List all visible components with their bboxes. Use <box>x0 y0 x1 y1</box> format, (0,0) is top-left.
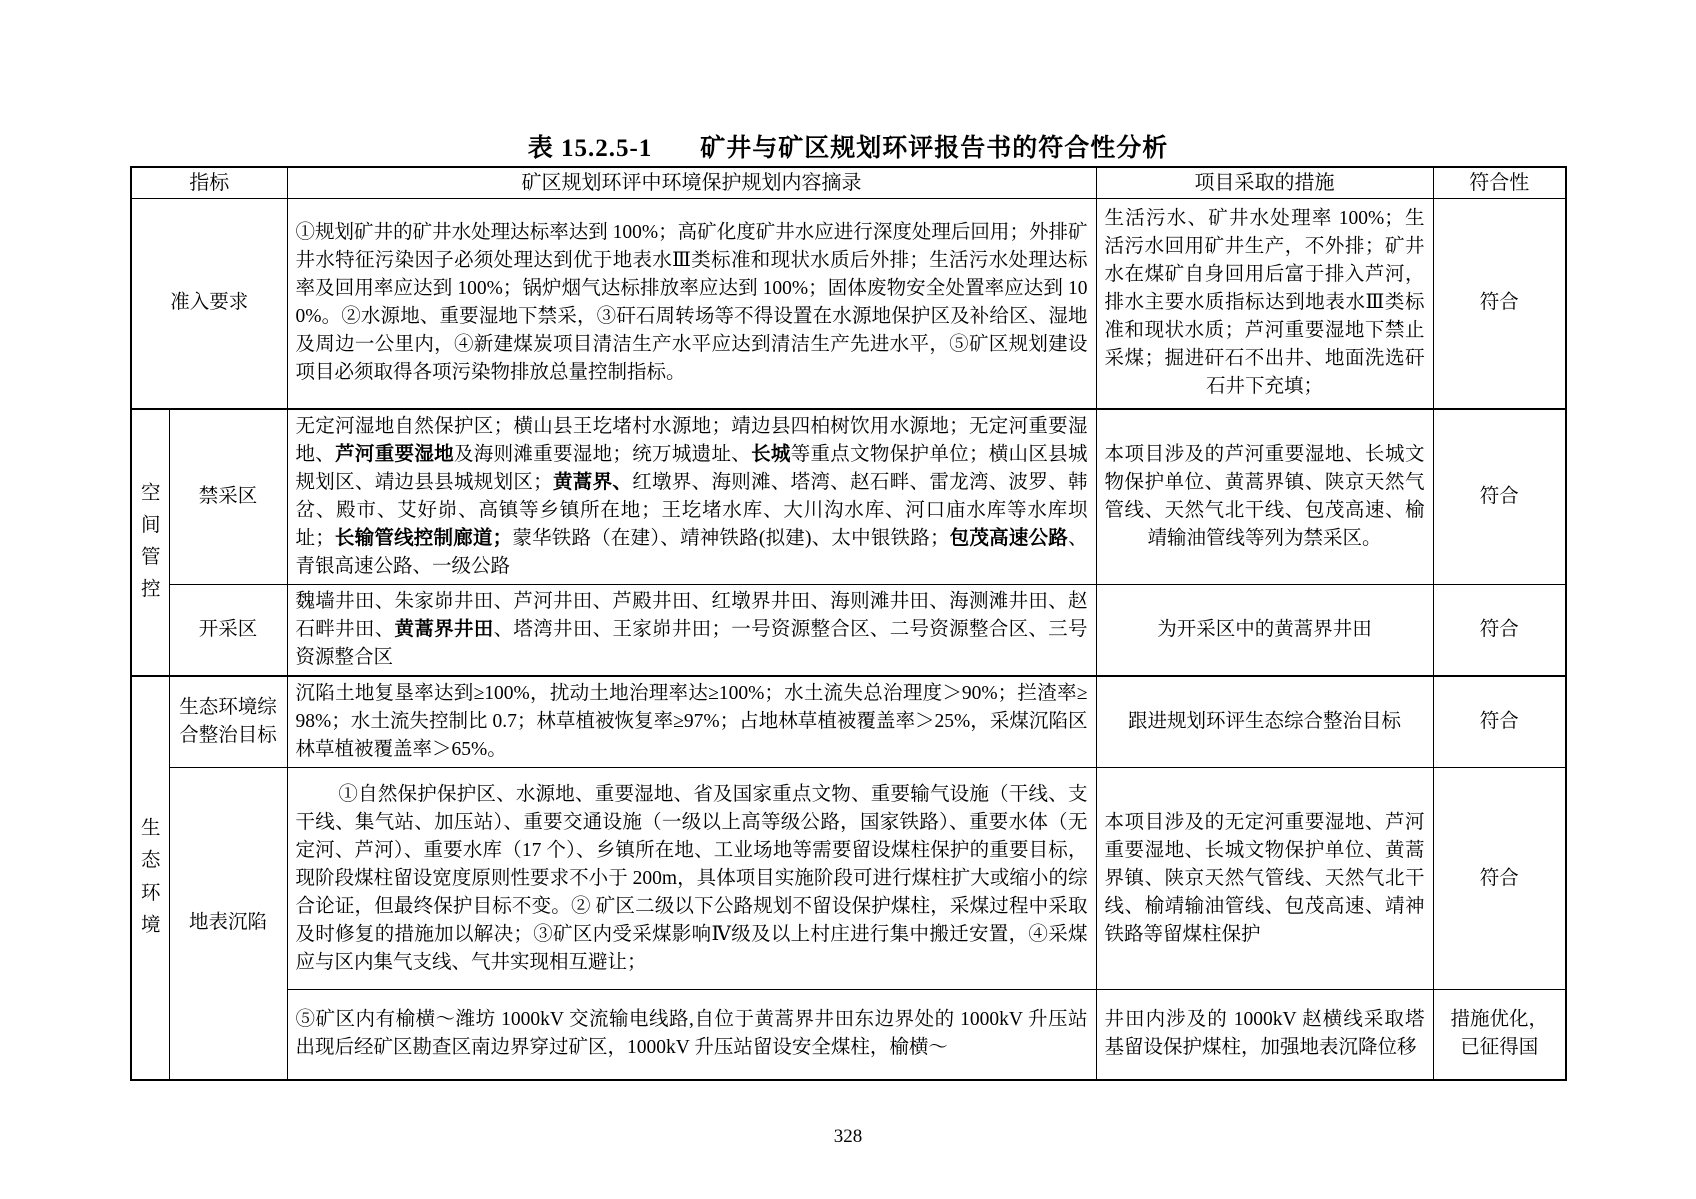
group-space-control-label: 空间管控 <box>140 482 161 601</box>
content-no-mining-zone: 无定河湿地自然保护区；横山县王圪堵村水源地；靖边县四柏树饮用水源地；无定河重要湿地、芦河重要湿地及海则滩重要湿地；统万城遗址、长城等重点文物保护单位；横山区县城规划区、靖边县县城规划区；黄蒿界、红墩界、海则滩、塔湾、赵石畔、雷龙湾、波罗、韩岔、殿市、艾好峁、高镇等乡镇所在地；王圪堵水库、大川沟水库、河口庙水库等水库坝址；长输管线控制廊道；蒙华铁路（在建）、靖神铁路(拟建)、太中银铁路；包茂高速公路、青银高速公路、一级公路 <box>287 409 1096 585</box>
row-power-line <box>131 990 1566 1080</box>
table-number-label: 表 15.2.5-1 <box>527 135 653 162</box>
table-header-row <box>131 167 1566 199</box>
group-ecology-label: 生态环境 <box>140 818 161 936</box>
header-content-excerpt: 矿区规划环评中环境保护规划内容摘录 <box>287 167 1096 199</box>
group-space-control <box>131 409 169 676</box>
measure-surface-subsidence: 本项目涉及的无定河重要湿地、芦河重要湿地、长城文物保护单位、黄蒿界镇、陕京天然气管线、天然气北干线、榆靖输油管线、包茂高速、靖神铁路等留煤柱保护 <box>1096 768 1433 990</box>
measure-access-requirements: 生活污水、矿井水处理率 100%；生活污水回用矿井生产，不外排；矿井水在煤矿自身回用后富于排入芦河，排水主要水质指标达到地表水Ⅲ类标准和现状水质；芦河重要湿地下禁止采煤；掘进矸石不出井、地面洗选矸石井下充填； <box>1096 199 1433 409</box>
page-title <box>0 128 1696 164</box>
row-mining-zone <box>131 584 1566 676</box>
row-access-requirements <box>131 199 1566 409</box>
indicator-mining-zone: 开采区 <box>169 584 287 676</box>
indicator-surface-subsidence: 地表沉陷 <box>169 768 287 1080</box>
measure-power-line: 井田内涉及的 1000kV 赵横线采取塔基留设保护煤柱，加强地表沉降位移 <box>1096 990 1433 1080</box>
indicator-no-mining-zone: 禁采区 <box>169 409 287 585</box>
compliance-power-line: 措施优化，已征得国 <box>1433 990 1566 1080</box>
page-number: 328 <box>833 1126 863 1147</box>
compliance-no-mining-zone: 符合 <box>1433 409 1566 585</box>
measure-mining-zone: 为开采区中的黄蒿界井田 <box>1096 584 1433 676</box>
row-no-mining-zone <box>131 409 1566 585</box>
compliance-mining-zone: 符合 <box>1433 584 1566 676</box>
table-title-text: 矿井与矿区规划环评报告书的符合性分析 <box>700 135 1169 162</box>
content-surface-subsidence: ①自然保护保护区、水源地、重要湿地、省及国家重点文物、重要输气设施（干线、支干线、集气站、加压站）、重要交通设施（一级以上高等级公路，国家铁路）、重要水体（无定河、芦河）、重要水库（17 个）、乡镇所在地、工业场地等需要留设煤柱保护的重要目标，现阶段煤柱留设宽度原则性要求不小于 200m，具体项目实施阶段可进行煤柱扩大或缩小的综合论证，但最终保护目标不变。② 矿区二级以下公路规划不留设保护煤柱，采煤过程中采取及时修复的措施加以解决；③矿区内受采煤影响Ⅳ级及以上村庄进行集中搬迁安置，④采煤应与区内集气支线、气井实现相互避让； <box>287 768 1096 990</box>
compliance-access-requirements: 符合 <box>1433 199 1566 409</box>
header-measures: 项目采取的措施 <box>1096 167 1433 199</box>
compliance-analysis-table <box>130 166 1567 1081</box>
indicator-access-requirements: 准入要求 <box>131 199 287 409</box>
content-access-requirements: ①规划矿井的矿井水处理达标率达到 100%；高矿化度矿井水应进行深度处理后回用；外排矿井水特征污染因子必须处理达到优于地表水Ⅲ类标准和现状水质后外排；生活污水处理达标率及回用率应达到 100%；锅炉烟气达标排放率应达到 100%；固体废物安全处置率应达到 100%。②水源地、重要湿地下禁采，③矸石周转场等不得设置在水源地保护区及补给区、湿地及周边一公里内，④新建煤炭项目清洁生产水平应达到清洁生产先进水平，⑤矿区规划建设项目必须取得各项污染物排放总量控制指标。 <box>287 199 1096 409</box>
measure-no-mining-zone: 本项目涉及的芦河重要湿地、长城文物保护单位、黄蒿界镇、陕京天然气管线、天然气北干线、包茂高速、榆靖输油管线等列为禁采区。 <box>1096 409 1433 585</box>
measure-eco-targets: 跟进规划环评生态综合整治目标 <box>1096 676 1433 768</box>
content-eco-targets: 沉陷土地复垦率达到≥100%，扰动土地治理率达≥100%；水土流失总治理度＞90%；拦渣率≥98%；水土流失控制比 0.7；林草植被恢复率≥97%；占地林草植被覆盖率＞25%，采煤沉陷区林草植被覆盖率＞65%。 <box>287 676 1096 768</box>
header-compliance: 符合性 <box>1433 167 1566 199</box>
row-eco-targets <box>131 676 1566 768</box>
header-indicator: 指标 <box>131 167 287 199</box>
group-ecology <box>131 676 169 1080</box>
compliance-eco-targets: 符合 <box>1433 676 1566 768</box>
compliance-surface-subsidence: 符合 <box>1433 768 1566 990</box>
row-surface-subsidence <box>131 768 1566 990</box>
content-mining-zone: 魏墙井田、朱家峁井田、芦河井田、芦殿井田、红墩界井田、海则滩井田、海测滩井田、赵石畔井田、黄蒿界井田、塔湾井田、王家峁井田；一号资源整合区、二号资源整合区、三号资源整合区 <box>287 584 1096 676</box>
indicator-eco-targets: 生态环境综合整治目标 <box>169 676 287 768</box>
content-power-line: ⑤矿区内有榆横～潍坊 1000kV 交流输电线路,自位于黄蒿界井田东边界处的 1000kV 升压站出现后经矿区勘查区南边界穿过矿区，1000kV 升压站留设安全煤柱，榆横～ <box>287 990 1096 1080</box>
